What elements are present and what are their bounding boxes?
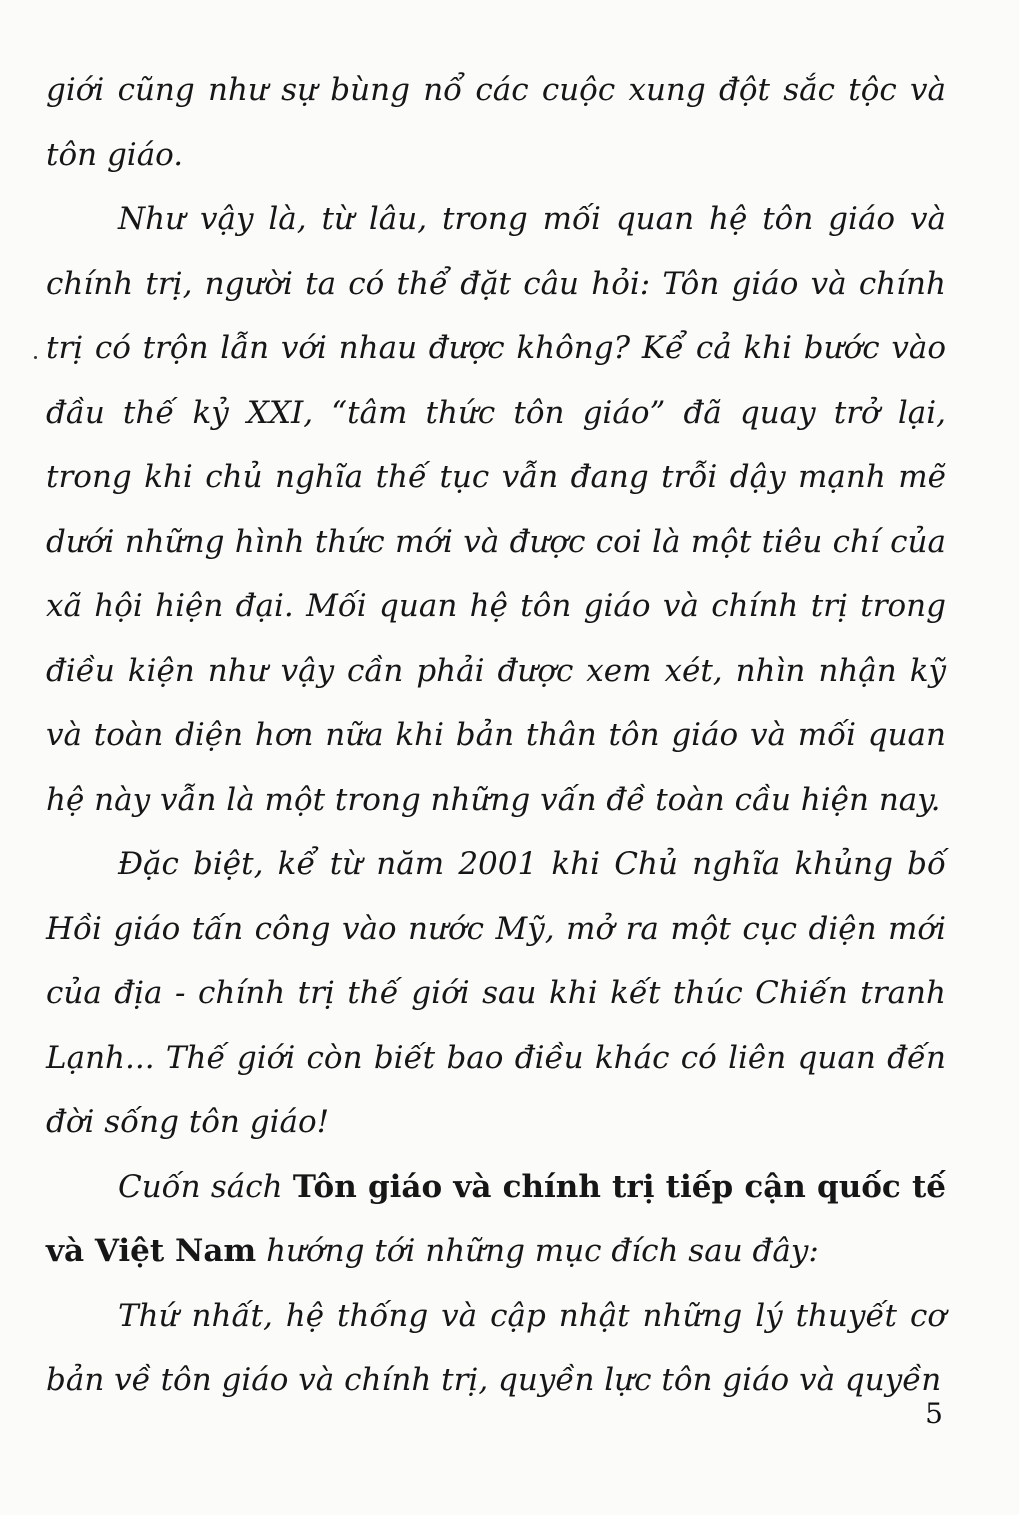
paragraph-2001: Đặc biệt, kể từ năm 2001 khi Chủ nghĩa khủng bố Hồi giáo tấn công vào nước Mỹ, mở ra một cục diện mới của địa - chính trị thế giới sau khi kết thúc Chiến tranh Lạnh... Thế giới còn biết bao điều khác có liên quan đến đời sống tôn giáo!	[46, 846, 946, 1140]
print-speck	[34, 356, 37, 359]
paragraph-continuation: giới cũng như sự bùng nổ các cuộc xung đột sắc tộc và tôn giáo.	[46, 72, 946, 173]
page-number: 5	[925, 1397, 943, 1430]
paragraph-religion-politics: Như vậy là, từ lâu, trong mối quan hệ tôn giáo và chính trị, người ta có thể đặt câu hỏi: Tôn giáo và chính trị có trộn lẫn với nhau được không? Kể cả khi bước vào đầu thế kỷ XXI, “tâm thức tôn giáo” đã quay trở lại, trong khi chủ nghĩa thế tục vẫn đang trỗi dậy mạnh mẽ dưới những hình thức mới và được coi là một tiêu chí của xã hội hiện đại. Mối quan hệ tôn giáo và chính trị trong điều kiện như vậy cần phải được xem xét, nhìn nhận kỹ và toàn diện hơn nữa khi bản thân tôn giáo và mối quan hệ này vẫn là một trong những vấn đề toàn cầu hiện nay.	[46, 201, 946, 818]
purpose-intro: Cuốn sách	[118, 1168, 293, 1205]
paragraph-first-purpose: Thứ nhất, hệ thống và cập nhật những lý thuyết cơ bản về tôn giáo và chính trị, quyền lực tôn giáo và quyền	[46, 1297, 946, 1398]
paragraph-book-purpose	[46, 1155, 946, 1284]
book-title: Tôn giáo và chính trị tiếp cận quốc tế và Việt Nam	[46, 1168, 947, 1269]
body-text	[46, 58, 946, 1413]
purpose-rest: hướng tới những mục đích sau đây:	[256, 1233, 819, 1269]
